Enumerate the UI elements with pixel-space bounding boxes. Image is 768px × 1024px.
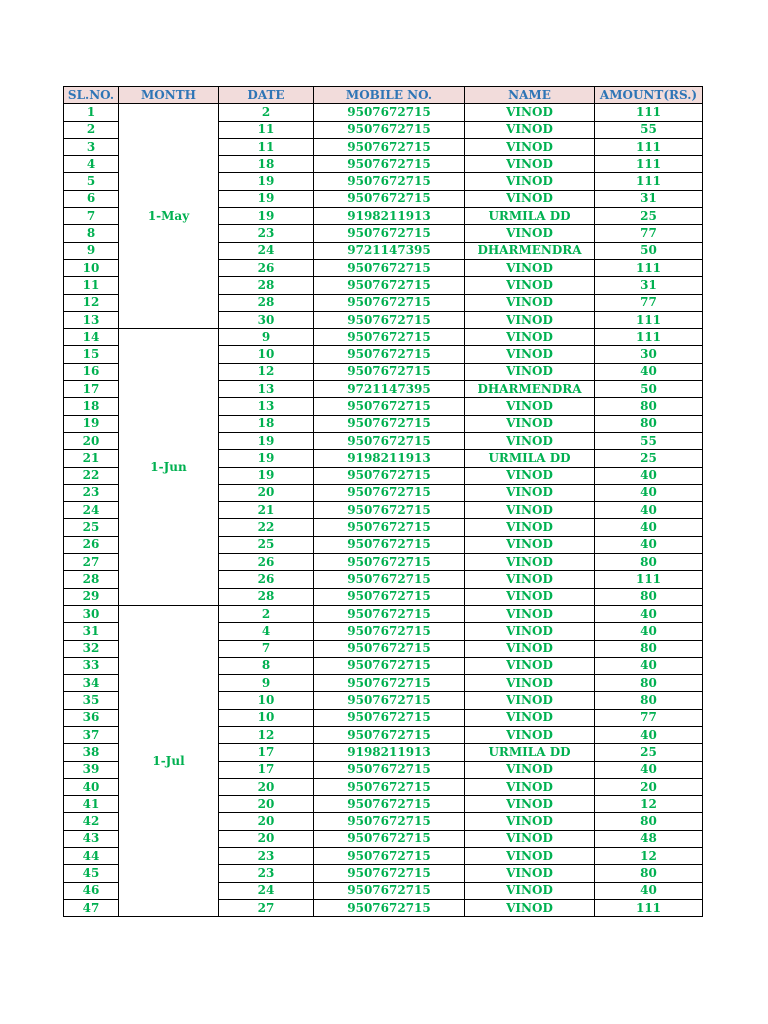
cell-name: VINOD	[465, 346, 595, 363]
cell-date: 19	[219, 173, 314, 190]
cell-mobile-no: 9198211913	[314, 208, 465, 225]
cell-mobile-no: 9507672715	[314, 467, 465, 484]
cell-mobile-no: 9198211913	[314, 744, 465, 761]
cell-mobile-no: 9198211913	[314, 450, 465, 467]
cell-date: 13	[219, 398, 314, 415]
cell-sl-no: 23	[64, 484, 119, 501]
cell-mobile-no: 9507672715	[314, 796, 465, 813]
cell-amount: 80	[595, 692, 703, 709]
cell-date: 17	[219, 744, 314, 761]
cell-mobile-no: 9507672715	[314, 675, 465, 692]
cell-sl-no: 11	[64, 277, 119, 294]
cell-date: 10	[219, 346, 314, 363]
cell-sl-no: 32	[64, 640, 119, 657]
cell-amount: 40	[595, 502, 703, 519]
cell-mobile-no: 9507672715	[314, 519, 465, 536]
cell-mobile-no: 9507672715	[314, 259, 465, 276]
cell-date: 23	[219, 848, 314, 865]
header-sl-no: SL.NO.	[64, 87, 119, 104]
cell-name: VINOD	[465, 190, 595, 207]
cell-date: 28	[219, 277, 314, 294]
cell-mobile-no: 9507672715	[314, 156, 465, 173]
cell-date: 11	[219, 138, 314, 155]
table-row	[64, 329, 703, 346]
cell-sl-no: 5	[64, 173, 119, 190]
cell-mobile-no: 9507672715	[314, 484, 465, 501]
cell-sl-no: 18	[64, 398, 119, 415]
cell-amount: 80	[595, 588, 703, 605]
cell-mobile-no: 9507672715	[314, 121, 465, 138]
cell-date: 2	[219, 605, 314, 622]
cell-amount: 25	[595, 450, 703, 467]
cell-date: 24	[219, 882, 314, 899]
cell-date: 20	[219, 830, 314, 847]
cell-name: VINOD	[465, 848, 595, 865]
cell-amount: 80	[595, 554, 703, 571]
cell-sl-no: 15	[64, 346, 119, 363]
cell-mobile-no: 9507672715	[314, 709, 465, 726]
cell-sl-no: 24	[64, 502, 119, 519]
cell-sl-no: 44	[64, 848, 119, 865]
cell-date: 20	[219, 796, 314, 813]
cell-sl-no: 20	[64, 432, 119, 449]
cell-mobile-no: 9507672715	[314, 623, 465, 640]
cell-date: 11	[219, 121, 314, 138]
cell-mobile-no: 9507672715	[314, 104, 465, 121]
cell-amount: 40	[595, 623, 703, 640]
cell-name: VINOD	[465, 329, 595, 346]
cell-name: VINOD	[465, 225, 595, 242]
cell-date: 19	[219, 432, 314, 449]
cell-mobile-no: 9507672715	[314, 726, 465, 743]
cell-name: VINOD	[465, 865, 595, 882]
cell-date: 27	[219, 899, 314, 916]
cell-date: 17	[219, 761, 314, 778]
header-mobile-no: MOBILE NO.	[314, 87, 465, 104]
cell-date: 9	[219, 329, 314, 346]
cell-name: VINOD	[465, 502, 595, 519]
cell-month: 1-May	[119, 104, 219, 329]
cell-name: VINOD	[465, 778, 595, 795]
cell-sl-no: 42	[64, 813, 119, 830]
cell-mobile-no: 9507672715	[314, 173, 465, 190]
cell-mobile-no: 9507672715	[314, 225, 465, 242]
cell-amount: 12	[595, 848, 703, 865]
cell-date: 10	[219, 692, 314, 709]
cell-amount: 25	[595, 744, 703, 761]
cell-mobile-no: 9507672715	[314, 605, 465, 622]
cell-mobile-no: 9507672715	[314, 432, 465, 449]
cell-name: URMILA DD	[465, 208, 595, 225]
cell-name: VINOD	[465, 640, 595, 657]
cell-name: VINOD	[465, 398, 595, 415]
cell-date: 30	[219, 311, 314, 328]
cell-sl-no: 22	[64, 467, 119, 484]
transactions-table	[63, 86, 703, 917]
cell-sl-no: 41	[64, 796, 119, 813]
cell-amount: 80	[595, 415, 703, 432]
cell-name: VINOD	[465, 726, 595, 743]
cell-mobile-no: 9507672715	[314, 882, 465, 899]
cell-mobile-no: 9507672715	[314, 640, 465, 657]
cell-sl-no: 28	[64, 571, 119, 588]
cell-sl-no: 46	[64, 882, 119, 899]
cell-mobile-no: 9507672715	[314, 329, 465, 346]
cell-sl-no: 36	[64, 709, 119, 726]
cell-mobile-no: 9507672715	[314, 571, 465, 588]
cell-sl-no: 25	[64, 519, 119, 536]
cell-amount: 55	[595, 121, 703, 138]
cell-amount: 50	[595, 381, 703, 398]
cell-sl-no: 43	[64, 830, 119, 847]
cell-name: VINOD	[465, 311, 595, 328]
cell-sl-no: 38	[64, 744, 119, 761]
cell-mobile-no: 9507672715	[314, 778, 465, 795]
table-row	[64, 605, 703, 622]
cell-amount: 55	[595, 432, 703, 449]
cell-sl-no: 33	[64, 657, 119, 674]
cell-date: 22	[219, 519, 314, 536]
cell-mobile-no: 9507672715	[314, 536, 465, 553]
cell-amount: 111	[595, 899, 703, 916]
cell-name: VINOD	[465, 882, 595, 899]
header-amount: AMOUNT(RS.)	[595, 87, 703, 104]
cell-amount: 40	[595, 536, 703, 553]
cell-sl-no: 14	[64, 329, 119, 346]
cell-sl-no: 19	[64, 415, 119, 432]
cell-name: VINOD	[465, 432, 595, 449]
cell-amount: 111	[595, 173, 703, 190]
cell-amount: 30	[595, 346, 703, 363]
cell-mobile-no: 9507672715	[314, 813, 465, 830]
cell-amount: 40	[595, 467, 703, 484]
cell-name: VINOD	[465, 415, 595, 432]
cell-name: VINOD	[465, 623, 595, 640]
cell-date: 9	[219, 675, 314, 692]
cell-amount: 111	[595, 259, 703, 276]
cell-sl-no: 39	[64, 761, 119, 778]
cell-amount: 80	[595, 640, 703, 657]
cell-sl-no: 45	[64, 865, 119, 882]
cell-date: 20	[219, 484, 314, 501]
cell-name: VINOD	[465, 588, 595, 605]
cell-date: 4	[219, 623, 314, 640]
cell-amount: 40	[595, 882, 703, 899]
cell-sl-no: 21	[64, 450, 119, 467]
cell-date: 2	[219, 104, 314, 121]
cell-date: 10	[219, 709, 314, 726]
cell-date: 28	[219, 588, 314, 605]
cell-mobile-no: 9721147395	[314, 381, 465, 398]
cell-mobile-no: 9721147395	[314, 242, 465, 259]
cell-name: VINOD	[465, 294, 595, 311]
cell-mobile-no: 9507672715	[314, 138, 465, 155]
cell-amount: 80	[595, 813, 703, 830]
cell-sl-no: 7	[64, 208, 119, 225]
cell-date: 19	[219, 450, 314, 467]
cell-name: DHARMENDRA	[465, 242, 595, 259]
cell-name: VINOD	[465, 104, 595, 121]
cell-name: VINOD	[465, 554, 595, 571]
cell-date: 19	[219, 467, 314, 484]
cell-amount: 31	[595, 190, 703, 207]
cell-amount: 40	[595, 761, 703, 778]
cell-amount: 77	[595, 294, 703, 311]
cell-amount: 77	[595, 225, 703, 242]
cell-sl-no: 34	[64, 675, 119, 692]
cell-mobile-no: 9507672715	[314, 190, 465, 207]
cell-sl-no: 27	[64, 554, 119, 571]
table-row	[64, 104, 703, 121]
cell-amount: 40	[595, 657, 703, 674]
cell-date: 21	[219, 502, 314, 519]
cell-name: VINOD	[465, 277, 595, 294]
cell-name: VINOD	[465, 519, 595, 536]
cell-sl-no: 29	[64, 588, 119, 605]
cell-date: 20	[219, 813, 314, 830]
cell-date: 23	[219, 225, 314, 242]
cell-mobile-no: 9507672715	[314, 415, 465, 432]
cell-mobile-no: 9507672715	[314, 830, 465, 847]
cell-name: VINOD	[465, 605, 595, 622]
cell-name: VINOD	[465, 259, 595, 276]
cell-date: 26	[219, 259, 314, 276]
cell-amount: 111	[595, 104, 703, 121]
cell-date: 12	[219, 726, 314, 743]
cell-amount: 40	[595, 726, 703, 743]
cell-date: 8	[219, 657, 314, 674]
cell-name: VINOD	[465, 484, 595, 501]
cell-name: VINOD	[465, 363, 595, 380]
cell-amount: 40	[595, 605, 703, 622]
header-row	[64, 87, 703, 104]
cell-mobile-no: 9507672715	[314, 588, 465, 605]
cell-amount: 25	[595, 208, 703, 225]
cell-sl-no: 17	[64, 381, 119, 398]
cell-mobile-no: 9507672715	[314, 277, 465, 294]
cell-name: VINOD	[465, 173, 595, 190]
cell-name: DHARMENDRA	[465, 381, 595, 398]
cell-name: VINOD	[465, 796, 595, 813]
cell-date: 18	[219, 156, 314, 173]
cell-mobile-no: 9507672715	[314, 554, 465, 571]
cell-name: VINOD	[465, 138, 595, 155]
cell-sl-no: 8	[64, 225, 119, 242]
cell-amount: 40	[595, 519, 703, 536]
cell-name: VINOD	[465, 121, 595, 138]
cell-amount: 50	[595, 242, 703, 259]
cell-date: 25	[219, 536, 314, 553]
cell-amount: 77	[595, 709, 703, 726]
cell-amount: 111	[595, 329, 703, 346]
cell-sl-no: 30	[64, 605, 119, 622]
cell-mobile-no: 9507672715	[314, 761, 465, 778]
cell-date: 26	[219, 554, 314, 571]
cell-name: VINOD	[465, 709, 595, 726]
cell-sl-no: 13	[64, 311, 119, 328]
cell-amount: 111	[595, 311, 703, 328]
table-header	[64, 87, 703, 104]
cell-mobile-no: 9507672715	[314, 346, 465, 363]
cell-date: 19	[219, 208, 314, 225]
cell-sl-no: 10	[64, 259, 119, 276]
cell-mobile-no: 9507672715	[314, 692, 465, 709]
cell-amount: 40	[595, 363, 703, 380]
header-date: DATE	[219, 87, 314, 104]
cell-name: VINOD	[465, 830, 595, 847]
cell-sl-no: 35	[64, 692, 119, 709]
cell-sl-no: 4	[64, 156, 119, 173]
cell-date: 23	[219, 865, 314, 882]
cell-sl-no: 12	[64, 294, 119, 311]
cell-amount: 111	[595, 571, 703, 588]
cell-mobile-no: 9507672715	[314, 865, 465, 882]
cell-amount: 80	[595, 398, 703, 415]
cell-name: VINOD	[465, 571, 595, 588]
cell-sl-no: 31	[64, 623, 119, 640]
cell-name: VINOD	[465, 675, 595, 692]
cell-mobile-no: 9507672715	[314, 294, 465, 311]
cell-name: VINOD	[465, 899, 595, 916]
cell-sl-no: 40	[64, 778, 119, 795]
cell-name: VINOD	[465, 761, 595, 778]
cell-amount: 40	[595, 484, 703, 501]
cell-sl-no: 26	[64, 536, 119, 553]
cell-name: URMILA DD	[465, 744, 595, 761]
cell-mobile-no: 9507672715	[314, 502, 465, 519]
cell-amount: 48	[595, 830, 703, 847]
cell-date: 12	[219, 363, 314, 380]
cell-mobile-no: 9507672715	[314, 899, 465, 916]
cell-mobile-no: 9507672715	[314, 848, 465, 865]
cell-mobile-no: 9507672715	[314, 398, 465, 415]
header-name: NAME	[465, 87, 595, 104]
cell-sl-no: 3	[64, 138, 119, 155]
cell-sl-no: 37	[64, 726, 119, 743]
cell-amount: 80	[595, 865, 703, 882]
cell-amount: 111	[595, 156, 703, 173]
cell-date: 28	[219, 294, 314, 311]
cell-amount: 80	[595, 675, 703, 692]
cell-name: VINOD	[465, 657, 595, 674]
cell-amount: 31	[595, 277, 703, 294]
cell-sl-no: 2	[64, 121, 119, 138]
cell-name: URMILA DD	[465, 450, 595, 467]
cell-mobile-no: 9507672715	[314, 311, 465, 328]
cell-date: 18	[219, 415, 314, 432]
cell-date: 19	[219, 190, 314, 207]
header-month: MONTH	[119, 87, 219, 104]
cell-sl-no: 47	[64, 899, 119, 916]
cell-date: 7	[219, 640, 314, 657]
cell-name: VINOD	[465, 692, 595, 709]
cell-date: 20	[219, 778, 314, 795]
cell-mobile-no: 9507672715	[314, 657, 465, 674]
cell-sl-no: 16	[64, 363, 119, 380]
cell-date: 24	[219, 242, 314, 259]
cell-month: 1-Jun	[119, 329, 219, 606]
cell-amount: 12	[595, 796, 703, 813]
cell-amount: 20	[595, 778, 703, 795]
cell-date: 26	[219, 571, 314, 588]
cell-name: VINOD	[465, 156, 595, 173]
cell-name: VINOD	[465, 536, 595, 553]
cell-name: VINOD	[465, 467, 595, 484]
table-body	[64, 104, 703, 917]
cell-mobile-no: 9507672715	[314, 363, 465, 380]
cell-sl-no: 1	[64, 104, 119, 121]
cell-name: VINOD	[465, 813, 595, 830]
cell-sl-no: 6	[64, 190, 119, 207]
cell-sl-no: 9	[64, 242, 119, 259]
cell-date: 13	[219, 381, 314, 398]
cell-amount: 111	[595, 138, 703, 155]
cell-month: 1-Jul	[119, 605, 219, 916]
